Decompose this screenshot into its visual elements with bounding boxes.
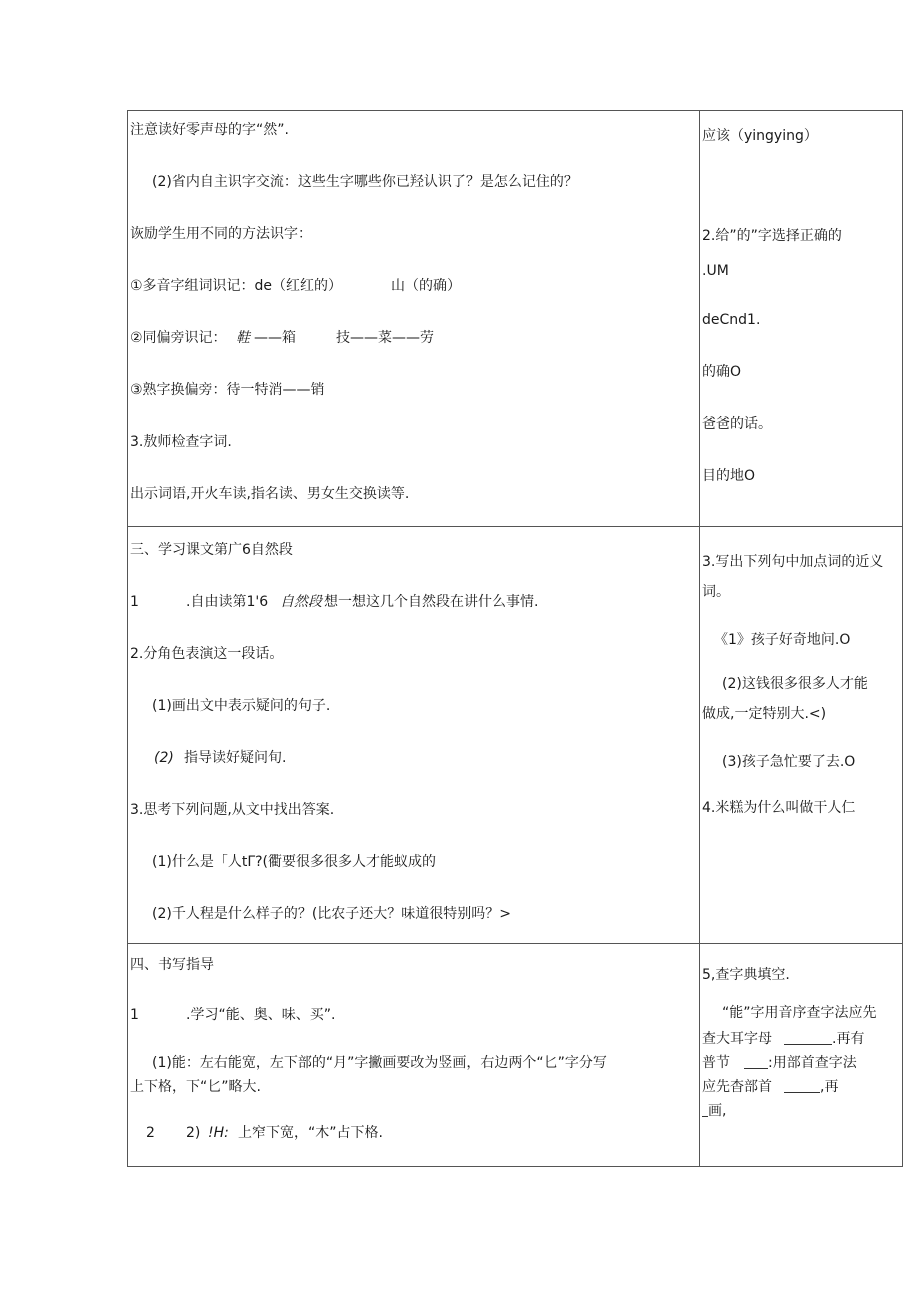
- text-line: :用部首查字法: [768, 1055, 857, 1071]
- text-line: 2.分角色表演这一段话。: [130, 646, 284, 662]
- text-line: 3.写出下列句中加点词的近义: [702, 554, 884, 570]
- text-line: (3)孩子急忙要了去.O: [722, 754, 856, 770]
- text-line: 三、学习课文第广6自然段: [130, 542, 293, 558]
- lesson-plan-table: [127, 110, 903, 1167]
- text-line: 1: [130, 1007, 139, 1023]
- exercise-cell: [700, 527, 903, 944]
- text-line: deCnd1.: [702, 312, 761, 328]
- text-line: 《1》孩子好奇地问.O: [714, 632, 851, 648]
- teaching-steps-cell: [128, 944, 700, 1167]
- blank-line: [784, 1030, 832, 1045]
- text-line: 想一想这几个自然段在讲什么事情.: [324, 594, 539, 610]
- text-line: (2): [154, 750, 174, 766]
- text-line: 普节: [702, 1055, 730, 1071]
- blank-line: [784, 1078, 820, 1093]
- text-line: 四、书写指导: [130, 957, 214, 973]
- text-line: 自然段: [280, 594, 322, 610]
- text-line: 做成,一定特别大.<): [702, 706, 827, 722]
- text-line: 爸爸的话。: [702, 416, 772, 432]
- text-line: 应该（yingying）: [702, 128, 818, 144]
- text-line: 应先杳部首: [702, 1079, 772, 1095]
- text-line: 1: [130, 594, 139, 610]
- text-line: 技——菜——劳: [336, 330, 434, 346]
- text-line: ②同偏旁识记：: [130, 330, 227, 346]
- blank-line: [744, 1054, 768, 1069]
- text-line: (2)省内自主识字交流：这些生字哪些你已羟认识了？是怎么记住的？: [152, 174, 578, 190]
- text-line: 画,: [708, 1103, 727, 1119]
- text-line: 3.思考下列问题,从文中找出答案.: [130, 802, 335, 818]
- text-line: !H:: [208, 1125, 229, 1141]
- text-line: 诙励学生用不同的方法识字：: [130, 226, 312, 242]
- text-line: 的确O: [702, 364, 742, 380]
- text-line: ,再: [820, 1079, 839, 1095]
- table-row: [128, 944, 903, 1167]
- text-line: 山（的确）: [391, 278, 461, 294]
- text-line: 指导读好疑问旬.: [184, 750, 287, 766]
- text-line: 2: [146, 1125, 155, 1141]
- text-line: 目的地O: [702, 468, 756, 484]
- text-line: 3.敖师检查字词.: [130, 434, 232, 450]
- text-line: .再有: [832, 1031, 865, 1047]
- exercise-cell: [700, 944, 903, 1167]
- text-line: (2)千人程是什么样子的？(比农子还大？味道很特别吗？>: [152, 906, 512, 922]
- text-line: 上窄下宽，“木”占下格.: [238, 1125, 383, 1141]
- text-line: ——箱: [254, 330, 296, 346]
- teaching-steps-cell: [128, 527, 700, 944]
- text-line: ③熟字换偏旁：待一特消——销: [130, 382, 325, 398]
- table-row: [128, 111, 903, 527]
- text-line: 鞋: [236, 330, 250, 346]
- text-line: 5,查字典填空.: [702, 967, 790, 983]
- teaching-steps-cell: [128, 111, 700, 527]
- text-line: 出示词语,开火车读,指名读、男女生交换读等.: [130, 486, 410, 502]
- text-line: 2): [186, 1125, 201, 1141]
- exercise-cell: [700, 111, 903, 527]
- text-line: 2.给”的”字选择正确的: [702, 228, 842, 244]
- text-line: 4.米糕为什么叫做干人仁: [702, 800, 856, 816]
- text-line: (1)什么是「人tΓ?(衢要很多很多人才能蚁成的: [152, 854, 437, 870]
- text-line: (1)画出文中表示疑问的句子.: [152, 698, 331, 714]
- text-line: .UM: [702, 263, 729, 279]
- text-line: 注意读好零声母的字“然”.: [130, 122, 289, 138]
- text-line: .学习“能、奥、味、买”.: [186, 1007, 336, 1023]
- text-line: 查大耳字母: [702, 1031, 772, 1047]
- text-line: “能”字用音序查字法应先: [722, 1005, 877, 1021]
- text-line: (1)能：左右能宽，左下部的“月”字撇画要改为竖画，右边两个“匕”字分写: [152, 1055, 607, 1071]
- text-line: 词。: [702, 584, 730, 600]
- text-line: 上下格，下“匕”略大.: [130, 1079, 261, 1095]
- text-line: (2)这钱很多很多人才能: [722, 676, 868, 692]
- text-line: ①多音字组词识记：de（红红的）: [130, 278, 343, 294]
- table-row: [128, 527, 903, 944]
- text-line: .自由读第1'6: [186, 594, 269, 610]
